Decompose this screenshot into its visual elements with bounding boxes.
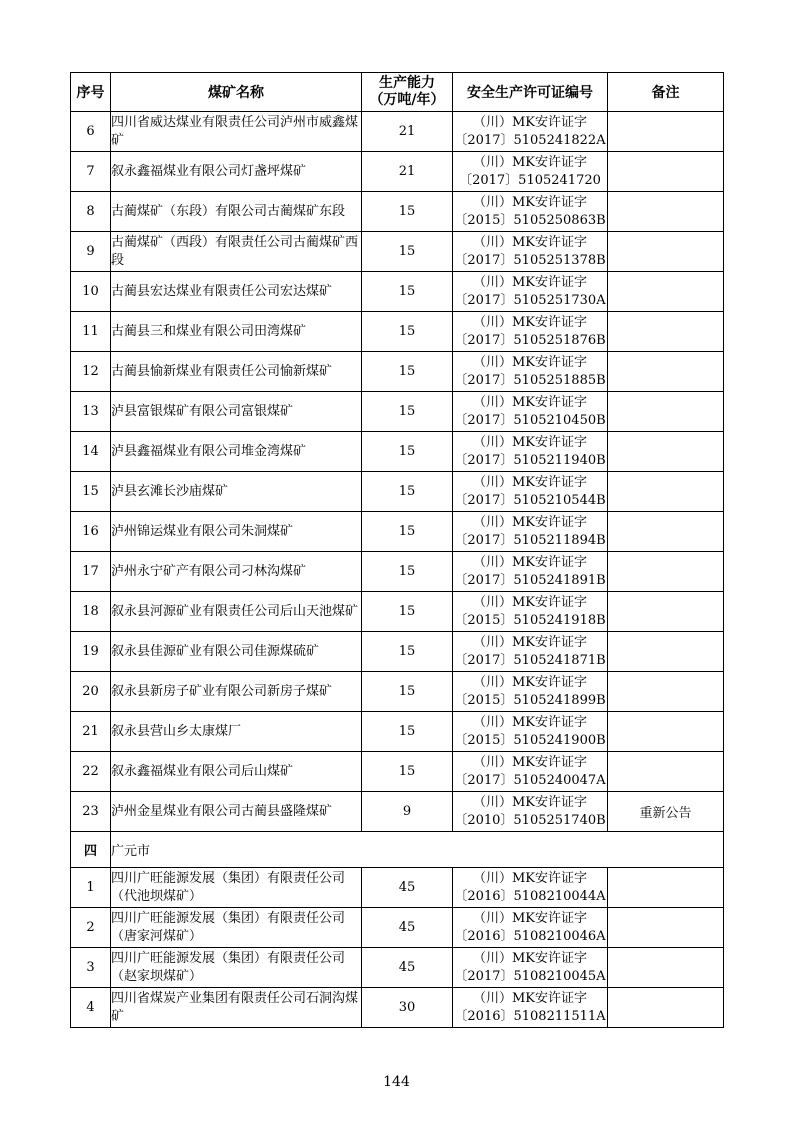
row-note (608, 672, 724, 712)
row-license: （川）MK安许证字〔2015〕5105241900B (453, 712, 608, 752)
row-seq: 23 (71, 792, 111, 832)
section-row (71, 832, 724, 868)
row-mine-name: 古蔺煤矿（东段）有限公司古蔺煤矿东段 (111, 192, 362, 232)
coal-mine-license-table (70, 72, 724, 1028)
row-note: 重新公告 (608, 792, 724, 832)
row-license: （川）MK安许证字〔2017〕5105251885B (453, 352, 608, 392)
row-capacity: 45 (362, 868, 453, 908)
row-license: （川）MK安许证字〔2010〕5105251740B (453, 792, 608, 832)
row-license: （川）MK安许证字〔2017〕5105240047A (453, 752, 608, 792)
row-seq: 7 (71, 152, 111, 192)
row-seq: 15 (71, 472, 111, 512)
row-seq: 14 (71, 432, 111, 472)
row-capacity: 15 (362, 552, 453, 592)
row-seq: 8 (71, 192, 111, 232)
row-capacity: 15 (362, 592, 453, 632)
row-mine-name: 叙永鑫福煤业有限公司灯盏坪煤矿 (111, 152, 362, 192)
row-note (608, 312, 724, 352)
row-note (608, 112, 724, 152)
row-capacity: 21 (362, 112, 453, 152)
row-seq: 13 (71, 392, 111, 432)
row-seq: 4 (71, 988, 111, 1028)
table-row (71, 868, 724, 908)
section-name: 广元市 (111, 832, 724, 868)
row-note (608, 352, 724, 392)
row-capacity: 15 (362, 472, 453, 512)
row-seq: 3 (71, 948, 111, 988)
table-row (71, 472, 724, 512)
header-capacity-line2: （万吨/年） (369, 92, 445, 108)
header-seq: 序号 (71, 73, 111, 112)
row-license: （川）MK安许证字〔2017〕5105211940B (453, 432, 608, 472)
row-mine-name: 古蔺县宏达煤业有限责任公司宏达煤矿 (111, 272, 362, 312)
table-row (71, 312, 724, 352)
row-license: （川）MK安许证字〔2017〕5105241822A (453, 112, 608, 152)
row-capacity: 45 (362, 948, 453, 988)
table-row (71, 988, 724, 1028)
row-seq: 19 (71, 632, 111, 672)
table-row (71, 632, 724, 672)
row-license: （川）MK安许证字〔2017〕5105241720 (453, 152, 608, 192)
row-note (608, 908, 724, 948)
header-note: 备注 (608, 73, 724, 112)
row-mine-name: 古蔺县愉新煤业有限责任公司愉新煤矿 (111, 352, 362, 392)
header-capacity-line1: 生产能力 (379, 75, 435, 91)
row-seq: 22 (71, 752, 111, 792)
row-seq: 17 (71, 552, 111, 592)
row-capacity: 15 (362, 632, 453, 672)
row-seq: 9 (71, 232, 111, 272)
table-row (71, 712, 724, 752)
table-header (71, 73, 724, 112)
row-capacity: 15 (362, 512, 453, 552)
row-note (608, 472, 724, 512)
row-license: （川）MK安许证字〔2017〕5108210045A (453, 948, 608, 988)
row-mine-name: 泸县富银煤矿有限公司富银煤矿 (111, 392, 362, 432)
row-mine-name: 泸州金星煤业有限公司古蔺县盛隆煤矿 (111, 792, 362, 832)
row-note (608, 232, 724, 272)
row-note (608, 988, 724, 1028)
row-license: （川）MK安许证字〔2015〕5105241899B (453, 672, 608, 712)
row-license: （川）MK安许证字〔2017〕5105251378B (453, 232, 608, 272)
row-mine-name: 叙永县营山乡太康煤厂 (111, 712, 362, 752)
section-seq: 四 (71, 832, 111, 868)
row-note (608, 392, 724, 432)
table-row (71, 432, 724, 472)
row-capacity: 45 (362, 908, 453, 948)
row-license: （川）MK安许证字〔2017〕5105210544B (453, 472, 608, 512)
row-capacity: 15 (362, 312, 453, 352)
row-seq: 18 (71, 592, 111, 632)
row-license: （川）MK安许证字〔2016〕5108210044A (453, 868, 608, 908)
row-mine-name: 古蔺县三和煤业有限公司田湾煤矿 (111, 312, 362, 352)
table-row (71, 352, 724, 392)
row-license: （川）MK安许证字〔2015〕5105241918B (453, 592, 608, 632)
row-mine-name: 叙永县佳源矿业有限公司佳源煤硫矿 (111, 632, 362, 672)
row-capacity: 15 (362, 232, 453, 272)
row-note (608, 272, 724, 312)
row-seq: 11 (71, 312, 111, 352)
row-capacity: 9 (362, 792, 453, 832)
row-mine-name: 四川广旺能源发展（集团）有限责任公司（代池坝煤矿） (111, 868, 362, 908)
row-license: （川）MK安许证字〔2016〕5108211511A (453, 988, 608, 1028)
row-license: （川）MK安许证字〔2016〕5108210046A (453, 908, 608, 948)
table-row (71, 672, 724, 712)
table-row (71, 552, 724, 592)
row-seq: 6 (71, 112, 111, 152)
row-seq: 20 (71, 672, 111, 712)
row-mine-name: 四川广旺能源发展（集团）有限责任公司（赵家坝煤矿） (111, 948, 362, 988)
row-capacity: 15 (362, 352, 453, 392)
table-row (71, 152, 724, 192)
row-note (608, 552, 724, 592)
table-row (71, 908, 724, 948)
header-license: 安全生产许可证编号 (453, 73, 608, 112)
table-row (71, 752, 724, 792)
row-mine-name: 叙永鑫福煤业有限公司后山煤矿 (111, 752, 362, 792)
row-mine-name: 四川省威达煤业有限责任公司泸州市威鑫煤矿 (111, 112, 362, 152)
row-capacity: 30 (362, 988, 453, 1028)
table-row (71, 112, 724, 152)
row-note (608, 512, 724, 552)
row-seq: 12 (71, 352, 111, 392)
table-row (71, 948, 724, 988)
header-capacity (362, 73, 453, 112)
row-mine-name: 叙永县新房子矿业有限公司新房子煤矿 (111, 672, 362, 712)
row-seq: 10 (71, 272, 111, 312)
row-note (608, 592, 724, 632)
row-note (608, 632, 724, 672)
row-seq: 16 (71, 512, 111, 552)
row-note (608, 948, 724, 988)
row-license: （川）MK安许证字〔2017〕5105211894B (453, 512, 608, 552)
row-note (608, 752, 724, 792)
table-row (71, 272, 724, 312)
row-mine-name: 泸州锦运煤业有限公司朱洞煤矿 (111, 512, 362, 552)
row-capacity: 21 (362, 152, 453, 192)
row-capacity: 15 (362, 672, 453, 712)
row-capacity: 15 (362, 752, 453, 792)
row-license: （川）MK安许证字〔2017〕5105251730A (453, 272, 608, 312)
row-capacity: 15 (362, 392, 453, 432)
row-capacity: 15 (362, 272, 453, 312)
row-capacity: 15 (362, 192, 453, 232)
row-seq: 2 (71, 908, 111, 948)
row-note (608, 152, 724, 192)
table-row (71, 592, 724, 632)
row-mine-name: 四川广旺能源发展（集团）有限责任公司（唐家河煤矿） (111, 908, 362, 948)
row-mine-name: 泸县鑫福煤业有限公司堆金湾煤矿 (111, 432, 362, 472)
row-license: （川）MK安许证字〔2017〕5105241891B (453, 552, 608, 592)
row-capacity: 15 (362, 432, 453, 472)
table-row (71, 232, 724, 272)
table-row (71, 192, 724, 232)
row-note (608, 432, 724, 472)
row-seq: 1 (71, 868, 111, 908)
row-mine-name: 泸县玄滩长沙庙煤矿 (111, 472, 362, 512)
row-mine-name: 四川省煤炭产业集团有限责任公司石洞沟煤矿 (111, 988, 362, 1028)
row-note (608, 868, 724, 908)
header-mine-name: 煤矿名称 (111, 73, 362, 112)
row-mine-name: 泸州永宁矿产有限公司刁林沟煤矿 (111, 552, 362, 592)
row-mine-name: 叙永县河源矿业有限责任公司后山天池煤矿 (111, 592, 362, 632)
row-note (608, 712, 724, 752)
row-note (608, 192, 724, 232)
row-license: （川）MK安许证字〔2017〕5105241871B (453, 632, 608, 672)
row-license: （川）MK安许证字〔2017〕5105251876B (453, 312, 608, 352)
row-capacity: 15 (362, 712, 453, 752)
row-seq: 21 (71, 712, 111, 752)
table-row (71, 792, 724, 832)
table-row (71, 512, 724, 552)
row-license: （川）MK安许证字〔2015〕5105250863B (453, 192, 608, 232)
table-body (71, 112, 724, 1028)
row-mine-name: 古蔺煤矿（西段）有限责任公司古蔺煤矿西段 (111, 232, 362, 272)
row-license: （川）MK安许证字〔2017〕5105210450B (453, 392, 608, 432)
page-number: 144 (383, 1074, 410, 1090)
table-row (71, 392, 724, 432)
